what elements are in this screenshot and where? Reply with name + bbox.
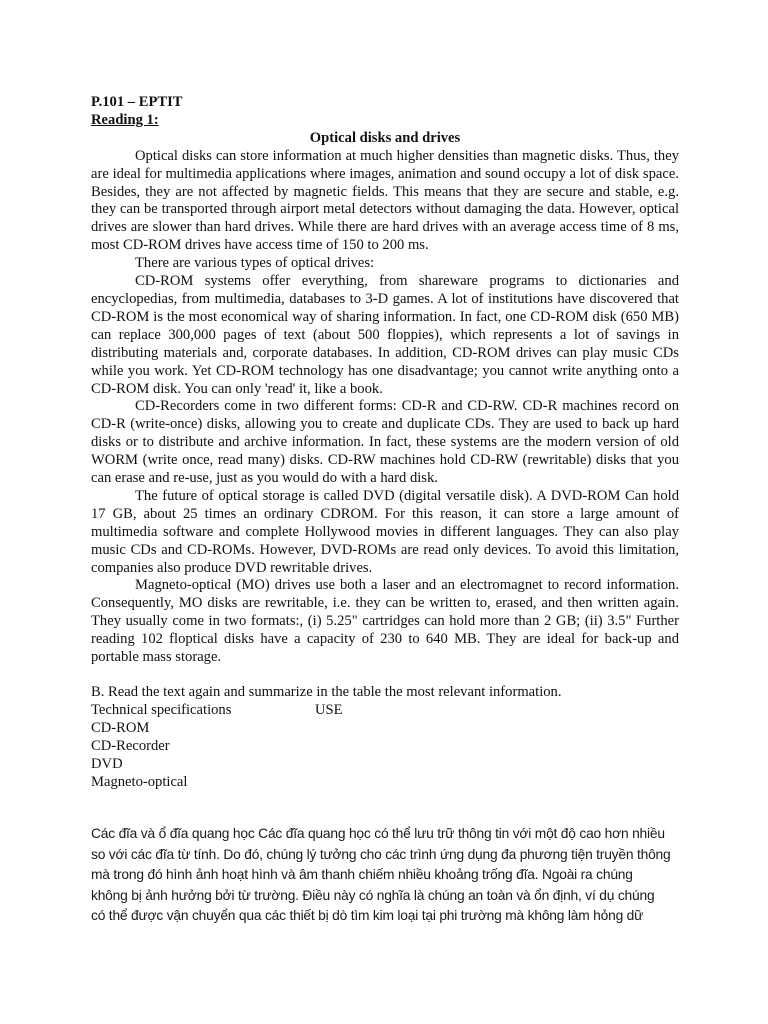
paragraph-types: There are various types of optical drives: xyxy=(135,255,375,272)
vietnamese-translation xyxy=(91,824,691,927)
paragraph-magneto-optical: Magneto-optical (MO) drives use both a laser and an electromagnet to record information. Consequently, MO disks are rewritable, i.e. they can be written to, erased, and then written again. They usually come in two formats:, (i) 5.25" cartridges can hold more than 2 GB; (ii) 3.5" Further reading 102 floptical disks have a capacity of 230 to 640 MB. They are ideal for back-up and portable mass storage. xyxy=(91,577,679,666)
course-code: P.101 – EPTIT xyxy=(91,94,183,110)
paragraph-cd-recorders: CD-Recorders come in two different forms: CD-R and CD-RW. CD-R machines record on CD-R (write-once) disks, allowing you to create and duplicate CDs. They are used to back up hard disks or to distribute and archive information. In fact, these systems are the modern version of old WORM (write once, read many) disks. CD-RW machines hold CD-RW (rewritable) disks that you can erase and re-use, just as you would do with a hard disk. xyxy=(91,398,679,487)
table-row-dvd: DVD xyxy=(91,755,123,772)
exercise-instruction: B. Read the text again and summarize in the table the most relevant information. xyxy=(91,684,562,700)
paragraph-cdrom: CD-ROM systems offer everything, from shareware programs to dictionaries and encyclopedias, from multimedia, databases to 3-D games. A lot of institutions have discovered that CD-ROM is the most economical way of sharing information. In fact, one CD-ROM disk (650 MB) can replace 300,000 pages of text (about 500 floppies), which represents a lot of savings in distributing materials and, corporate databases. In addition, CD-ROM drives can play music CDs while you work. Yet CD-ROM technology has one disadvantage; you cannot write anything onto a CD-ROM disk. You can only 'read' it, like a book. xyxy=(91,273,679,397)
column-technical-specifications: Technical specifications xyxy=(91,701,232,718)
table-row-cd-recorder: CD-Recorder xyxy=(91,737,170,754)
paragraph-dvd: The future of optical storage is called DVD (digital versatile disk). A DVD-ROM Can hold 17 GB, about 25 times an ordinary CDROM. For this reason, it can store a large amount of multimedia software and complete Hollywood movies in different languages. They can also play music CDs and CD-ROMs. However, DVD-ROMs are read only devices. To avoid this limitation, companies also produce DVD rewritable drives. xyxy=(91,487,679,576)
paragraph-intro: Optical disks can store information at much higher densities than magnetic disks. Thus, they are ideal for multimedia applications where images, animation and sound occupy a lot of disk space. Besides, they are not affected by magnetic fields. This means that they are secure and stable, e.g. they can be transported through airport metal detectors without damaging the data. However, optical drives are slower than hard drives. While there are hard drives with an average access time of 8 ms, most CD-ROM drives have access time of 150 to 200 ms. xyxy=(91,147,679,254)
translation-line: mà trong đó hình ảnh hoạt hình và âm thanh chiếm nhiều khoảng trống đĩa. Ngoài ra chúng xyxy=(91,867,633,883)
translation-line: có thể được vận chuyển qua các thiết bị dò tìm kim loại tại phi trường mà không làm hỏng dữ xyxy=(91,908,644,924)
column-use: USE xyxy=(315,701,343,718)
spacer xyxy=(91,667,679,684)
table-row-cdrom: CD-ROM xyxy=(91,719,150,736)
translation-line: không bị ảnh hưởng bởi từ trường. Điều này có nghĩa là chúng an toàn và ổn định, ví dụ chúng xyxy=(91,887,655,903)
document-body xyxy=(91,94,679,792)
translation-line: so với các đĩa từ tính. Do đó, chúng lý tưởng cho các trình ứng dụng đa phương tiện truyền thông xyxy=(91,846,671,862)
translation-line: Các đĩa và ổ đĩa quang học Các đĩa quang học có thể lưu trữ thông tin với một độ cao hơn nhiều xyxy=(91,826,665,841)
reading-label: Reading 1: xyxy=(91,111,159,128)
article-title: Optical disks and drives xyxy=(309,129,461,146)
summary-table-header xyxy=(91,702,679,720)
table-row-magneto-optical: Magneto-optical xyxy=(91,773,188,790)
